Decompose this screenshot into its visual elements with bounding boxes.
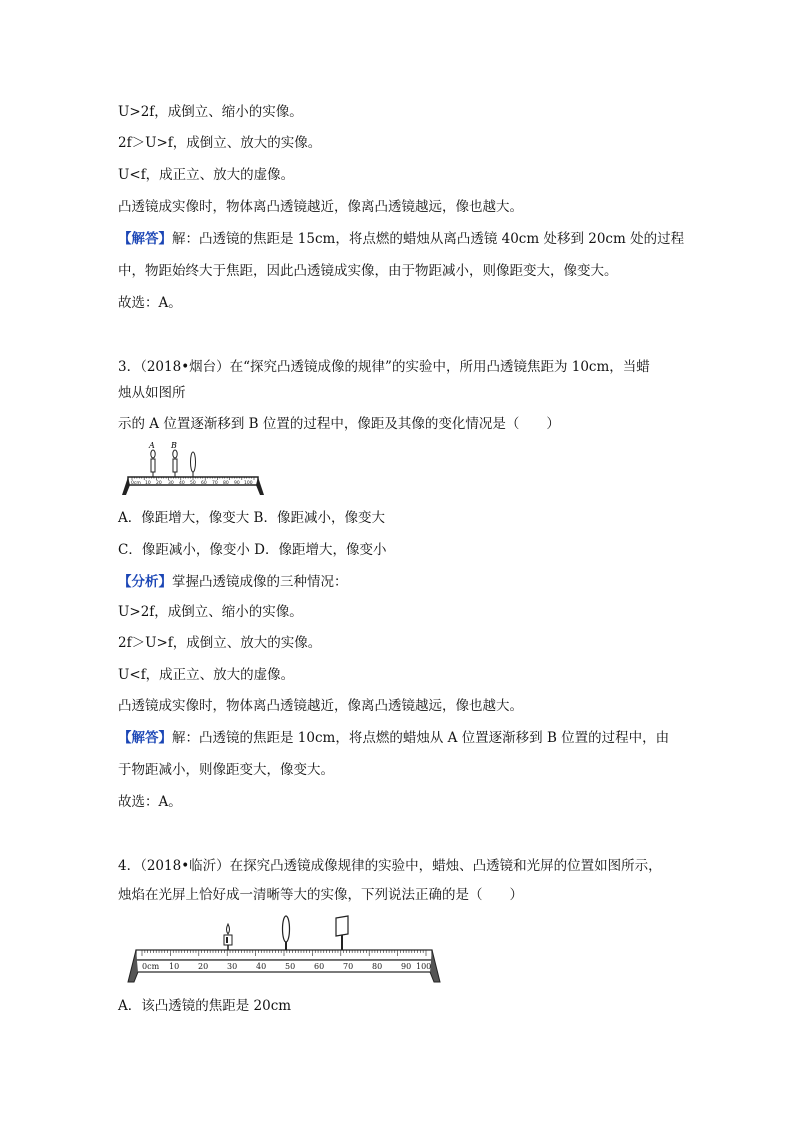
- question-stem: 烛焰在光屏上恰好成一清晰等大的实像，下列说法正确的是（ ）: [118, 887, 523, 903]
- candle-b-icon: [173, 450, 177, 477]
- question-stem: 示的 A 位置逐渐移到 B 位置的过程中，像距及其像的变化情况是（ ）: [118, 416, 560, 432]
- rule-line: 凸透镜成实像时，物体离凸透镜越近，像离凸透镜越远，像也越大。: [118, 698, 523, 714]
- analysis-line: [118, 572, 348, 592]
- optical-bench: [122, 477, 264, 495]
- answer-text: 解：凸透镜的焦距是 10cm，将点燃的蜡烛从 A 位置逐渐移到 B 位置的过程中，由: [172, 730, 670, 746]
- options-line: A．像距增大，像变大 B．像距减小，像变大: [118, 510, 385, 526]
- rule-line: U>2f，成倒立、缩小的实像。: [118, 604, 303, 620]
- lens-icon: [283, 916, 290, 950]
- tick-label: 70: [343, 962, 354, 971]
- choice-line: 故选：A。: [118, 794, 182, 810]
- tick-label: 40: [179, 481, 185, 486]
- tick-label: 100: [416, 962, 432, 971]
- optical-bench-figure-a-b: [118, 440, 268, 498]
- candle-icon: [224, 924, 232, 950]
- tick-label: 90: [234, 481, 240, 486]
- answer-tag: 【解答】: [118, 730, 172, 746]
- rule-line: U>2f，成倒立、缩小的实像。: [118, 104, 303, 120]
- answer-text: 解：凸透镜的焦距是 15cm，将点燃的蜡烛从离凸透镜 40cm 处移到 20cm 处的过程: [172, 231, 685, 247]
- option-line: A．该凸透镜的焦距是 20cm: [118, 998, 292, 1014]
- answer-line: [118, 229, 684, 249]
- answer-line: 中，物距始终大于焦距，因此凸透镜成实像，由于物距减小，则像距变大，像变大。: [118, 263, 618, 279]
- tick-label: 20: [156, 481, 162, 486]
- question-stem: 烛从如图所: [118, 385, 186, 401]
- answer-line: [118, 728, 669, 748]
- analysis-text: 掌握凸透镜成像的三种情况：: [172, 574, 348, 590]
- tick-label: 0cm: [142, 962, 160, 971]
- tick-label: 90: [401, 962, 412, 971]
- tick-label: 10: [145, 481, 151, 486]
- candle-a-icon: [151, 450, 155, 477]
- choice-line: 故选：A。: [118, 295, 182, 311]
- answer-tag: 【解答】: [118, 231, 172, 247]
- tick-label: 100: [244, 481, 253, 486]
- rule-line: 2f＞U>f，成倒立、放大的实像。: [118, 135, 322, 151]
- label-b: B: [171, 441, 177, 450]
- tick-label: 30: [227, 962, 238, 971]
- tick-label: 30: [168, 481, 174, 486]
- tick-label: 60: [201, 481, 207, 486]
- question-stem: 4．（2018•临沂）在探究凸透镜成像规律的实验中，蜡烛、凸透镜和光屏的位置如图所示，: [118, 858, 662, 874]
- optical-bench-figure-q4: [124, 912, 454, 984]
- lens-icon: [191, 452, 196, 477]
- options-line: C．像距减小，像变小 D．像距增大，像变小: [118, 542, 387, 558]
- rule-line: U<f，成正立、放大的虚像。: [118, 167, 295, 183]
- label-a: A: [149, 441, 155, 450]
- answer-line: 于物距减小，则像距变大，像变大。: [118, 762, 334, 778]
- tick-label: 50: [190, 481, 196, 486]
- tick-label: 70: [212, 481, 218, 486]
- tick-label: 20: [198, 962, 209, 971]
- tick-label: 0cm: [131, 481, 141, 486]
- tick-label: 80: [223, 481, 229, 486]
- question-stem: 3．（2018•烟台）在“探究凸透镜成像的规律”的实验中，所用凸透镜焦距为 10cm，当蜡: [118, 359, 650, 375]
- tick-label: 50: [285, 962, 296, 971]
- rule-line: U<f，成正立、放大的虚像。: [118, 667, 295, 683]
- tick-label: 10: [169, 962, 180, 971]
- analysis-tag: 【分析】: [118, 574, 172, 590]
- rule-line: 2f＞U>f，成倒立、放大的实像。: [118, 635, 322, 651]
- rule-line: 凸透镜成实像时，物体离凸透镜越近，像离凸透镜越远，像也越大。: [118, 199, 523, 215]
- tick-label: 60: [314, 962, 325, 971]
- tick-label: 80: [372, 962, 383, 971]
- tick-label: 40: [256, 962, 267, 971]
- screen-icon: [336, 916, 348, 950]
